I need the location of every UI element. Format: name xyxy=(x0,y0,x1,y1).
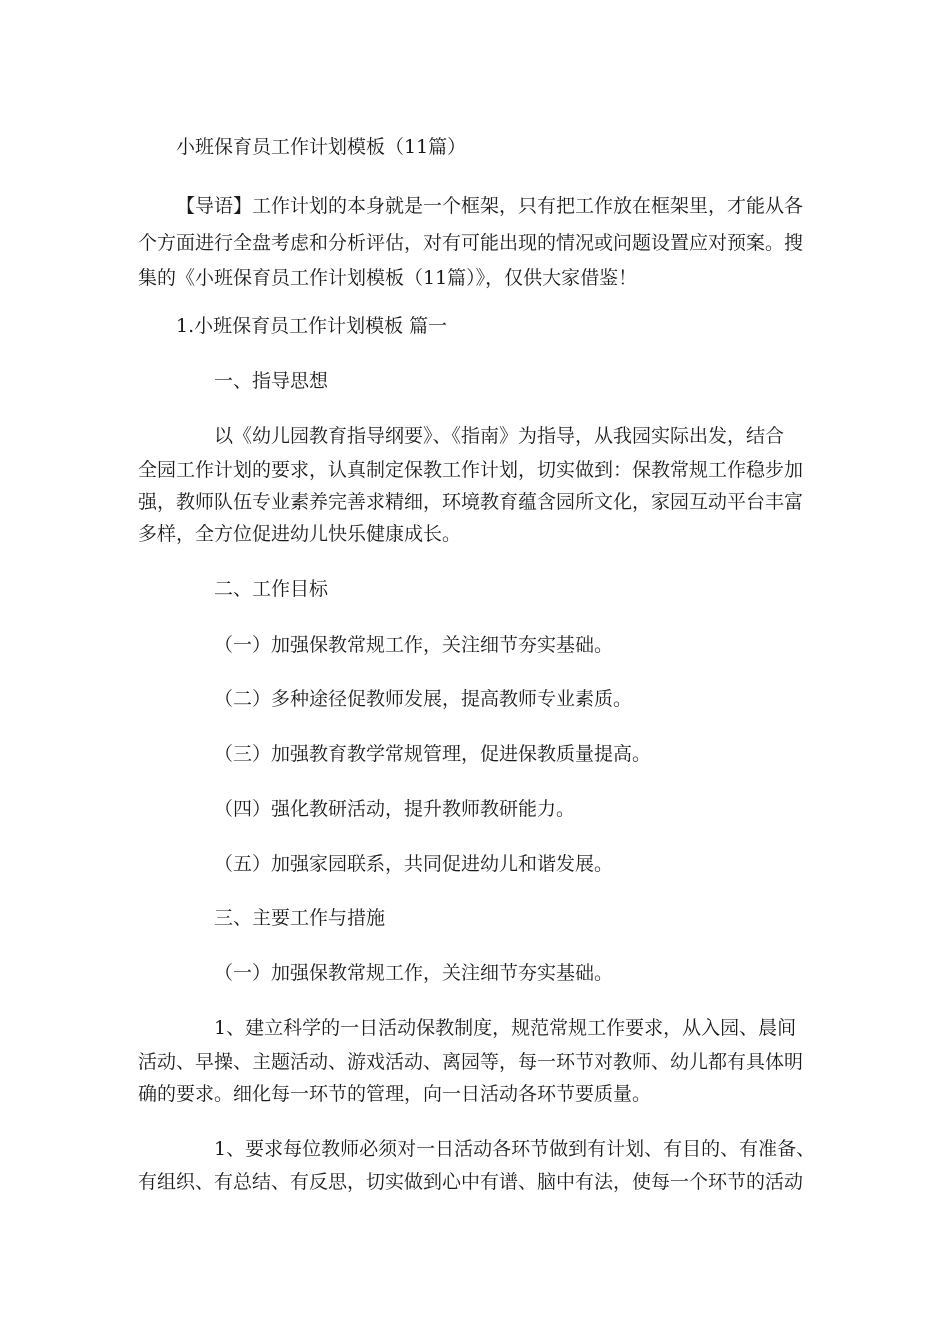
document-title: 小班保育员工作计划模板（11篇） xyxy=(176,136,467,158)
measures-heading: 三、主要工作与措施 xyxy=(214,907,386,929)
measure-paragraph-line: 有组织、有总结、有反思，切实做到心中有谱、脑中有法，使每一个环节的活动 xyxy=(138,1171,804,1193)
guiding-line: 多样，全方位促进幼儿快乐健康成长。 xyxy=(138,523,462,545)
goal-item: （二）多种途径促教师发展，提高教师专业素质。 xyxy=(214,688,633,710)
goal-item: （五）加强家园联系，共同促进幼儿和谐发展。 xyxy=(214,853,614,875)
goal-item: （三）加强教育教学常规管理，促进保教质量提高。 xyxy=(214,743,652,765)
intro-line: 【导语】工作计划的本身就是一个框架，只有把工作放在框架里，才能从各 xyxy=(176,195,804,217)
intro-line: 集的《小班保育员工作计划模板（11篇）》，仅供大家借鉴！ xyxy=(138,267,638,289)
measure-paragraph-line: 确的要求。细化每一环节的管理，向一日活动各环节要质量。 xyxy=(138,1083,652,1105)
goal-item: （一）加强保教常规工作，关注细节夯实基础。 xyxy=(214,634,614,656)
guiding-line: 强，教师队伍专业素养完善求精细，环境教育蕴含园所文化，家园互动平台丰富 xyxy=(138,491,804,513)
measure-paragraph-line: 1、建立科学的一日活动保教制度，规范常规工作要求，从入园、晨间 xyxy=(214,1017,797,1039)
goals-heading: 二、工作目标 xyxy=(214,578,329,600)
guiding-line: 以《幼儿园教育指导纲要》、《指南》为指导，从我园实际出发，结合 xyxy=(214,425,785,447)
guiding-line: 全园工作计划的要求，认真制定保教工作计划，切实做到：保教常规工作稳步加 xyxy=(138,459,804,481)
section-heading: 1.小班保育员工作计划模板 篇一 xyxy=(176,315,448,337)
guiding-heading: 一、指导思想 xyxy=(214,370,329,392)
measure-paragraph-line: 1、要求每位教师必须对一日活动各环节做到有计划、有目的、有准备、 xyxy=(214,1138,816,1160)
measures-subheading: （一）加强保教常规工作，关注细节夯实基础。 xyxy=(214,962,614,984)
measure-paragraph-line: 活动、早操、主题活动、游戏活动、离园等，每一环节对教师、幼儿都有具体明 xyxy=(138,1051,804,1073)
intro-line: 个方面进行全盘考虑和分析评估，对有可能出现的情况或问题设置应对预案。搜 xyxy=(138,232,804,254)
goal-item: （四）强化教研活动，提升教师教研能力。 xyxy=(214,798,576,820)
